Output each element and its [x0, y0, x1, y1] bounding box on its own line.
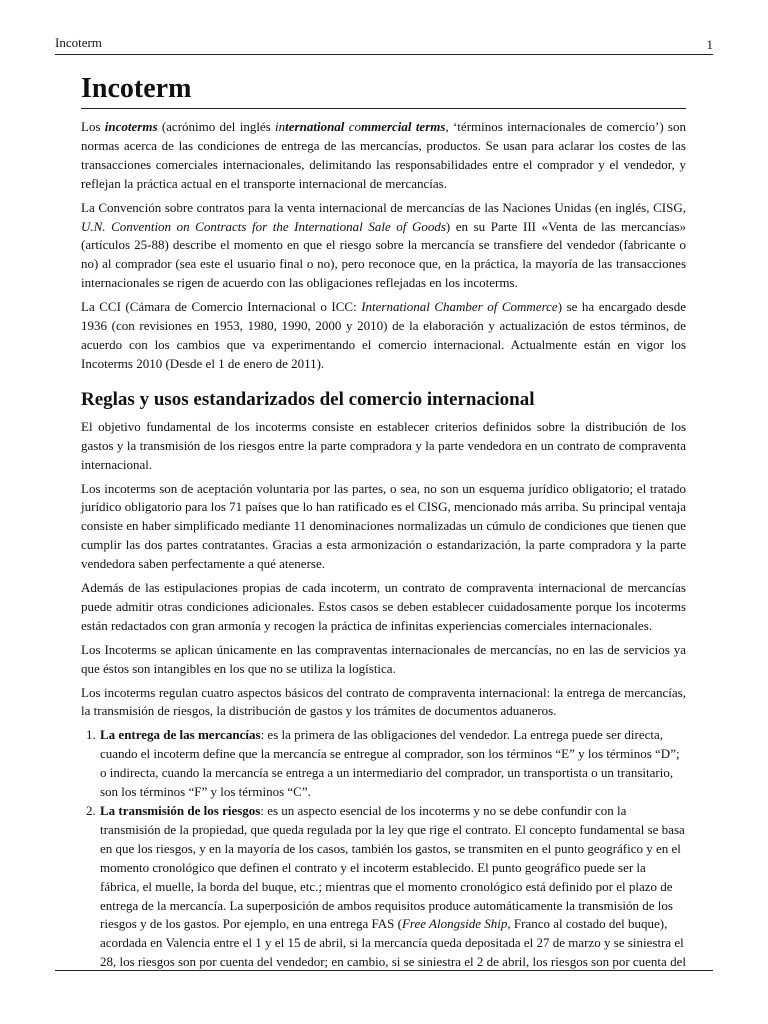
emphasis-run: mmercial: [360, 119, 412, 134]
section-paragraph-4: Los Incoterms se aplican únicamente en las compraventas internacionales de mercancías, no en las de servicios ya que éstos son intangibles en los que no se utiliza la logística.: [81, 641, 686, 676]
emphasis-run: terms: [411, 119, 446, 134]
intro-paragraph-1: Los incoterms (acrónimo del inglés international commercial terms, ‘términos internacionales de comercio’) son normas acerca de las condiciones de entrega de las mercancías, productos. Se usan para aclarar los costes de las transacciones comerciales internacionales, delimitando las responsabilidades entre el comprador y el vendedor, y reflejan la práctica actual en el transporte internacional de mercancías.: [81, 119, 686, 191]
running-header-title: Incoterm: [55, 35, 102, 50]
emphasis-run: co: [344, 119, 361, 134]
article-title: Incoterm: [81, 72, 686, 109]
intro-section: [81, 118, 686, 374]
page-header: [55, 34, 713, 55]
section-heading: Reglas y usos estandarizados del comercio internacional: [81, 388, 535, 410]
emphasis-run: Free Alongside Ship: [401, 916, 508, 932]
intro-paragraph-2: La Convención sobre contratos para la venta internacional de mercancías de las Naciones Unidas (en inglés, CISG, U.N. Convention on Contracts for the International Sale of Goods) en su Parte III «Venta de las mercancías» (artículos 25-88) describe el momento en que el riesgo sobre la mercancía se transfiere del vendedor (fabricante o no) al comprador (sea este el usuario final o no), pero reconoce que, en la práctica, la mayoría de las transacciones internacionales se rigen de acuerdo con las obligaciones reflejadas en los incoterms.: [81, 199, 686, 291]
section-paragraph-1: El objetivo fundamental de los incoterms consiste en establecer criterios definidos sobre la distribución de los gastos y la transmisión de los riesgos entre la parte compradora y la parte vendedora en un contrato de compraventa internacional.: [81, 418, 686, 472]
emphasis-run: U.N. Convention on Contracts for the International Sale of Goods: [81, 218, 446, 234]
section-paragraph-3: Además de las estipulaciones propias de cada incoterm, un contrato de compraventa internacional de mercancías puede admitir otras condiciones adicionales. Estos casos se deben establecer cuidadosamente porque los incoterms están redactados con gran armonía y recogen la práctica de infinitas experiencias comerciales internacionales.: [81, 580, 686, 633]
emphasis-run: La entrega de las mercancías: [100, 727, 261, 743]
article-body: [81, 72, 686, 972]
section-paragraph-2: Los incoterms son de aceptación voluntaria por las partes, o sea, no son un esquema jurídico obligatorio; el tratado jurídico obligatorio para los 71 países que lo han ratificado es el CISG, mencionado más arriba. Su principal ventaja consiste en haber simplificado mediante 11 denominaciones normalizadas un cúmulo de condiciones que tienen que cumplir las dos partes contratantes. Gracias a esta armonización o estandarización, la parte compradora y la parte vendedora saben perfectamente a qué atenerse.: [81, 480, 686, 572]
footer-rule: [55, 970, 713, 971]
rules-section: [81, 418, 686, 972]
section-paragraph-5: Los incoterms regulan cuatro aspectos básicos del contrato de compraventa internacional: la entrega de mercancías, la transmisión de riesgos, la distribución de gastos y los trámites de documentos aduaneros.: [81, 684, 686, 719]
aspects-list: [81, 726, 686, 972]
emphasis-run: La transmisión de los riesgos: [100, 803, 261, 818]
emphasis-run: in: [275, 119, 286, 134]
page-number: 1: [706, 37, 713, 52]
emphasis-run: International Chamber of Commerce: [361, 299, 558, 315]
intro-paragraph-3: La CCI (Cámara de Comercio Internacional o ICC: International Chamber of Commerce) se ha encargado desde 1936 (con revisiones en 1953, 1980, 1990, 2000 y 2010) de la elaboración y actualización de estos términos, de acuerdo con los cambios que va experimentando el comercio internacional. Actualmente están en vigor los Incoterms 2010 (Desde el 1 de enero de 2011).: [81, 299, 687, 371]
list-item: 2. La transmisión de los riesgos: es un aspecto esencial de los incoterms y no se debe confundir con la transmisión de la propiedad, que queda regulada por la ley que rige el contrato. El concepto fundamental se basa en que los riesgos, y en la mayoría de los casos, también los gastos, se transmiten en el punto geográfico y en el momento cronológico que definen el contrato y el incoterm establecido. El punto geográfico puede ser la fábrica, el muelle, la borda del buque, etc.; mientras que el momento cronológico está definido por el plazo de entrega de la mercancía. La superposición de ambos requisitos produce automáticamente la transmisión de los riesgos y de los gastos. Por ejemplo, en una entrega FAS (Free Alongside Ship, Franco al costado del buque), acordada en Valencia entre el 1 y el 15 de abril, si la mercancía queda depositada el 27 de marzo y se siniestra el 28, los riesgos son por cuenta del vendedor; en cambio, si se siniestra el 2 de abril, los riesgos son por cuenta del: [99, 802, 686, 972]
emphasis-run: incoterms: [104, 119, 158, 134]
emphasis-run: ternational: [285, 119, 345, 134]
list-item: 1. La entrega de las mercancías: es la primera de las obligaciones del vendedor. La entrega puede ser directa, cuando el incoterm define que la mercancía se entregue al comprador, son los términos “E” y los términos “D”; o indirecta, cuando la mercancía se entrega a un intermediario del comprador, un transportista o un transitario, son los términos “F” y los términos “C”.: [99, 726, 686, 802]
